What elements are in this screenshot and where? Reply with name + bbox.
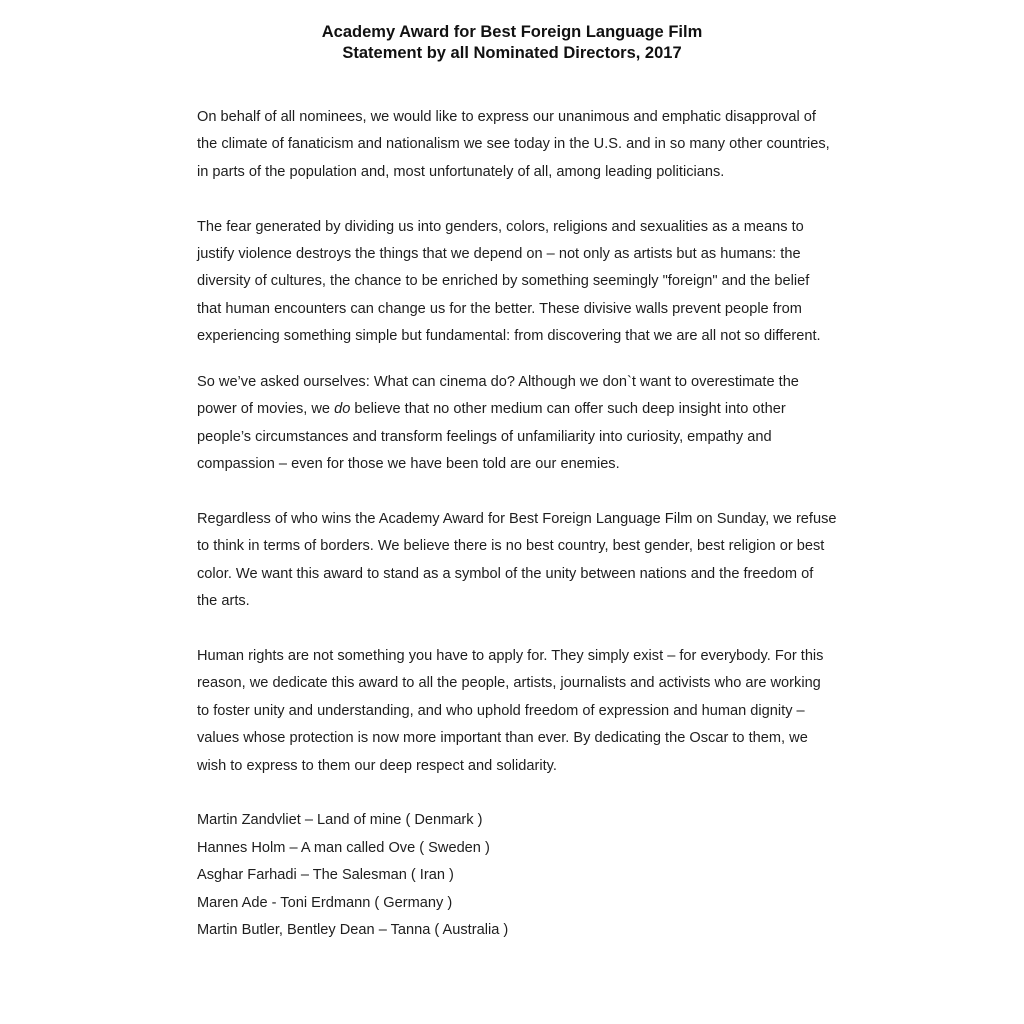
paragraph-2: The fear generated by dividing us into genders, colors, religions and sexualities as a means to justify violence destroys the things that we depend on – not only as artists but as humans: the diversity of cultures, the chance to be enriched by something seemingly "foreign" and the belief that human encounters can change us for the better. These divisive walls prevent people from experiencing something simple but fundamental: from discovering that we are all not so different. [197,218,821,345]
paragraph-5: Human rights are not something you have to apply for. They simply exist – for everybody. For this reason, we dedicate this award to all the people, artists, journalists and activists who are working to foster unity and understanding, and who uphold freedom of expression and human dignity – values whose protection is now more important than ever. By dedicating the Oscar to them, we wish to express to them our deep respect and solidarity. [197,648,824,774]
signatory-sweden: Hannes Holm – A man called Ove ( Sweden ) [197,839,490,856]
signatories-list [197,807,837,944]
paragraph-4: Regardless of who wins the Academy Award for Best Foreign Language Film on Sunday, we refuse to think in terms of borders. We believe there is no best country, best gender, best religion or best color. We want this award to stand as a symbol of the unity between nations and the freedom of the arts. [197,511,837,610]
statement-body [197,104,837,945]
signatory-iran: Asghar Farhadi – The Salesman ( Iran ) [197,867,454,884]
signatory-denmark: Martin Zandvliet – Land of mine ( Denmark ) [197,812,483,829]
document-title [0,22,1024,64]
paragraph-3 [197,369,837,479]
paragraph-3-start: So we’ve asked ourselves: What can cinema do? Although we don`t want to overestimate the power of movies, we [197,374,799,418]
paragraph-3-end: believe that no other medium can offer such deep insight into other people’s circumstances and transform feelings of unfamiliarity into curiosity, empathy and compassion – even for those we have been told are our enemies. [197,401,786,473]
title-line-award: Academy Award for Best Foreign Language Film [321,23,703,41]
signatory-australia: Martin Butler, Bentley Dean – Tanna ( Australia ) [197,922,509,939]
title-line-statement: Statement by all Nominated Directors, 2017 [342,44,682,62]
signatory-germany: Maren Ade - Toni Erdmann ( Germany ) [197,894,453,911]
paragraph-1: On behalf of all nominees, we would like to express our unanimous and emphatic disapproval of the climate of fanaticism and nationalism we see today in the U.S. and in so many other countries, in parts of the population and, most unfortunately of all, among leading politicians. [197,109,830,180]
paragraph-3-emphasis: do [334,401,351,418]
